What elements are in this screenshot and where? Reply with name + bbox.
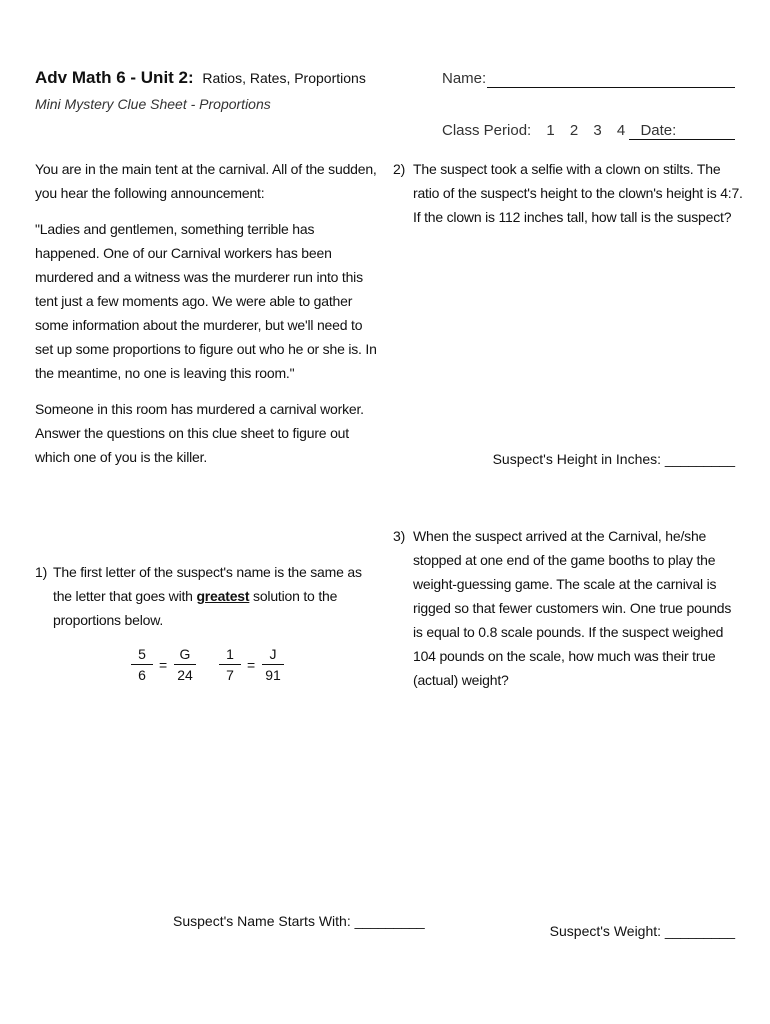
answer-name-label: Suspect's Name Starts With: [173,913,351,929]
denominator: 24 [177,667,193,683]
proportion-g [131,644,197,685]
period-option[interactable]: 4 [616,122,626,139]
question-1-text-after: solution to the proportions below. [53,588,338,628]
numerator: 5 [131,644,153,665]
period-option[interactable]: 3 [593,122,602,139]
denominator: 7 [226,667,234,683]
intro-scene: You are in the main tent at the carnival. All of the sudden, you hear the following announcement: [35,161,377,201]
class-period-label: Class Period: [442,122,532,139]
fraction [219,644,241,685]
intro-announcement: "Ladies and gentlemen, something terrible has happened. One of our Carnival workers has been murdered and a witness was the murderer run into this tent just a few moments ago. We were able to gather some information about the murderer, but we'll need to set up some proportions to figure out who he or she is. In the meantime, no one is leaving this room." [35,221,377,381]
numerator: G [174,644,196,665]
date-label: Date: [640,122,677,139]
equals-sign: = [159,656,168,673]
question-1-number: 1) [35,564,48,580]
answer-height-blank[interactable]: _________ [664,451,735,467]
question-1-emphasis: greatest [196,588,250,604]
numerator: 1 [219,644,241,665]
period-option[interactable]: 2 [569,122,579,139]
answer-weight-label: Suspect's Weight: [549,923,662,939]
question-3-text: When the suspect arrived at the Carnival, he/she stopped at one end of the game booths to play the weight-guessing game. The scale at the carnival is rigged so that fewer customers win. One true pounds is equal to 0.8 scale pounds. If the suspect weighed 104 pounds on the scale, how much was their true (actual) weight? [413,528,732,688]
period-option[interactable]: 1 [546,122,555,139]
class-period-row [442,122,687,139]
course-unit: Adv Math 6 - Unit 2: [35,68,194,87]
question-3-number: 3) [393,528,406,544]
fraction [131,644,153,685]
answer-name-blank[interactable]: _________ [354,913,425,929]
question-2-number: 2) [393,161,406,177]
numerator: J [262,644,284,665]
worksheet-subtitle: Mini Mystery Clue Sheet - Proportions [35,96,271,112]
unit-subject: Ratios, Rates, Proportions [202,70,366,86]
fraction [261,644,285,685]
equals-sign: = [247,656,256,673]
answer-height-label: Suspect's Height in Inches: [492,451,662,467]
date-blank-line[interactable] [629,139,735,140]
question-1-text [53,560,378,632]
fraction [173,644,197,685]
denominator: 91 [265,667,281,683]
name-blank-line[interactable] [487,87,735,88]
question-1-text-before: The first letter of the suspect's name is the same as the letter that goes with [53,564,362,604]
denominator: 6 [138,667,146,683]
answer-weight-blank[interactable]: _________ [664,923,735,939]
answer-name [173,913,425,929]
proportion-j [219,644,285,685]
question-2-text: The suspect took a selfie with a clown on stilts. The ratio of the suspect's height to the clown's height is 4:7. If the clown is 112 inches tall, how tall is the suspect? [413,161,743,225]
answer-height [493,451,735,467]
worksheet-title [35,68,366,88]
name-label: Name: [442,70,487,87]
intro-instructions: Someone in this room has murdered a carnival worker. Answer the questions on this clue sheet to figure out which one of you is the killer. [35,401,364,465]
answer-weight [550,923,735,939]
